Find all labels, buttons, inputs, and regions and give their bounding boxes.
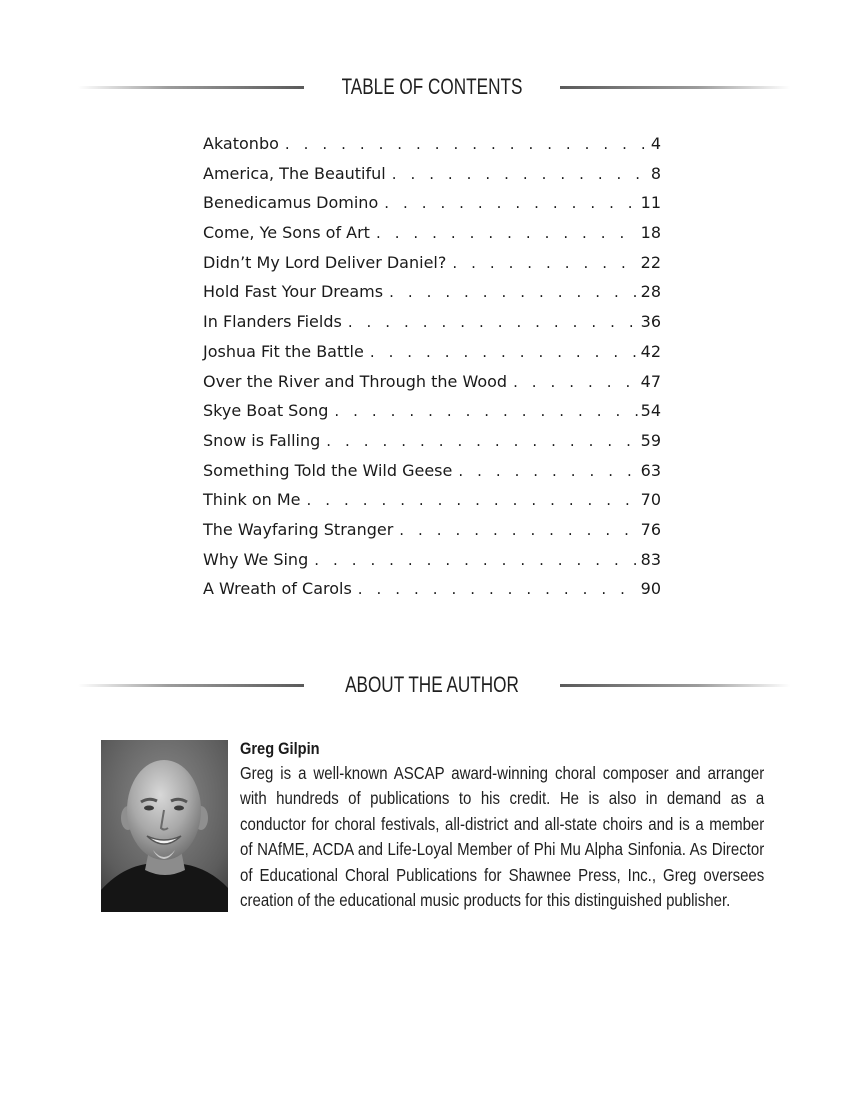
dot-leader [348,313,638,331]
dot-leader [452,254,637,272]
toc-entry-title: Why We Sing [203,549,309,569]
about-header [0,670,864,700]
toc-entry-title: America, The Beautiful [203,163,386,183]
toc-entry-page: 28 [640,282,661,302]
dot-leader [307,491,638,509]
toc-entry-title: Come, Ye Sons of Art [203,223,370,243]
toc-entry-page: 47 [640,371,661,391]
toc-entry-page: 63 [640,460,661,480]
dot-leader [326,432,637,450]
toc-entry-page: 76 [640,519,661,539]
divider-left [78,86,304,89]
toc-entry [203,520,661,550]
toc-entry-title: Something Told the Wild Geese [203,460,453,480]
toc-entry-page: 90 [640,579,661,599]
dot-leader [392,165,648,183]
author-name: Greg Gilpin [240,739,320,758]
toc-entry [203,253,661,283]
dot-leader [285,135,648,153]
divider-right [560,684,790,687]
toc-entry [203,579,661,609]
toc-entry-page: 11 [640,193,661,213]
toc-entry [203,164,661,194]
toc-entry-page: 4 [650,134,661,153]
toc-entry-page: 18 [640,223,661,243]
divider-right [560,86,790,89]
toc-entry-page: 59 [640,430,661,450]
dot-leader [358,580,638,598]
toc-entry [203,372,661,402]
toc-entry-title: Snow is Falling [203,430,321,450]
author-bio: Greg is a well-known ASCAP award-winning choral composer and arranger with hundreds of publications to his credit. He is also in demand as a conductor for choral festivals, all-district and all-state choirs and is a member of NAfME, ACDA and Life-Loyal Member of Phi Mu Alpha Sinfonia. As Director of Educational Choral Publications for Shawnee Press, Inc., Greg oversees creation of the educational music products for this distinguished publisher. [240,763,765,911]
toc-entry-title: Over the River and Through the Wood [203,371,508,391]
dot-leader [370,343,638,361]
toc-entry [203,193,661,223]
author-info [240,736,764,913]
dot-leader [513,373,638,391]
toc-entry-page: 8 [650,163,661,183]
dot-leader [458,462,637,480]
toc-entry-title: Hold Fast Your Dreams [203,282,384,302]
dot-leader [334,402,637,420]
toc-entry-title: Joshua Fit the Battle [203,341,364,361]
toc-entry [203,312,661,342]
toc-entry-title: Think on Me [203,490,301,510]
toc-heading: TABLE OF CONTENTS [341,74,523,99]
toc-entry-page: 42 [640,341,661,361]
dot-leader [389,283,638,301]
toc-entry-title: In Flanders Fields [203,312,342,332]
toc-entry-page: 70 [640,490,661,510]
toc-entry [203,134,661,164]
dot-leader [384,194,637,212]
dot-leader [399,521,637,539]
toc-header [0,72,864,102]
toc-entry-page: 36 [640,312,661,332]
toc-entry [203,342,661,372]
toc-entry [203,490,661,520]
toc-entry [203,461,661,491]
toc-entry-title: Skye Boat Song [203,401,329,421]
dot-leader [376,224,638,242]
toc-entry-page: 54 [640,401,661,421]
about-heading: ABOUT THE AUTHOR [345,672,519,697]
toc-entry-title: The Wayfaring Stranger [203,519,394,539]
toc-entry [203,282,661,312]
toc-entry-title: Akatonbo [203,134,279,153]
toc-entry [203,223,661,253]
divider-left [78,684,304,687]
dot-leader [314,551,637,569]
toc-entry-page: 22 [640,252,661,272]
toc-entry-page: 83 [640,549,661,569]
toc-entry-title: A Wreath of Carols [203,579,352,599]
toc-list [203,134,661,609]
toc-entry [203,401,661,431]
toc-entry-title: Didn’t My Lord Deliver Daniel? [203,252,447,272]
toc-entry [203,431,661,461]
toc-entry [203,550,661,580]
author-photo [101,740,228,912]
toc-entry-title: Benedicamus Domino [203,193,379,213]
